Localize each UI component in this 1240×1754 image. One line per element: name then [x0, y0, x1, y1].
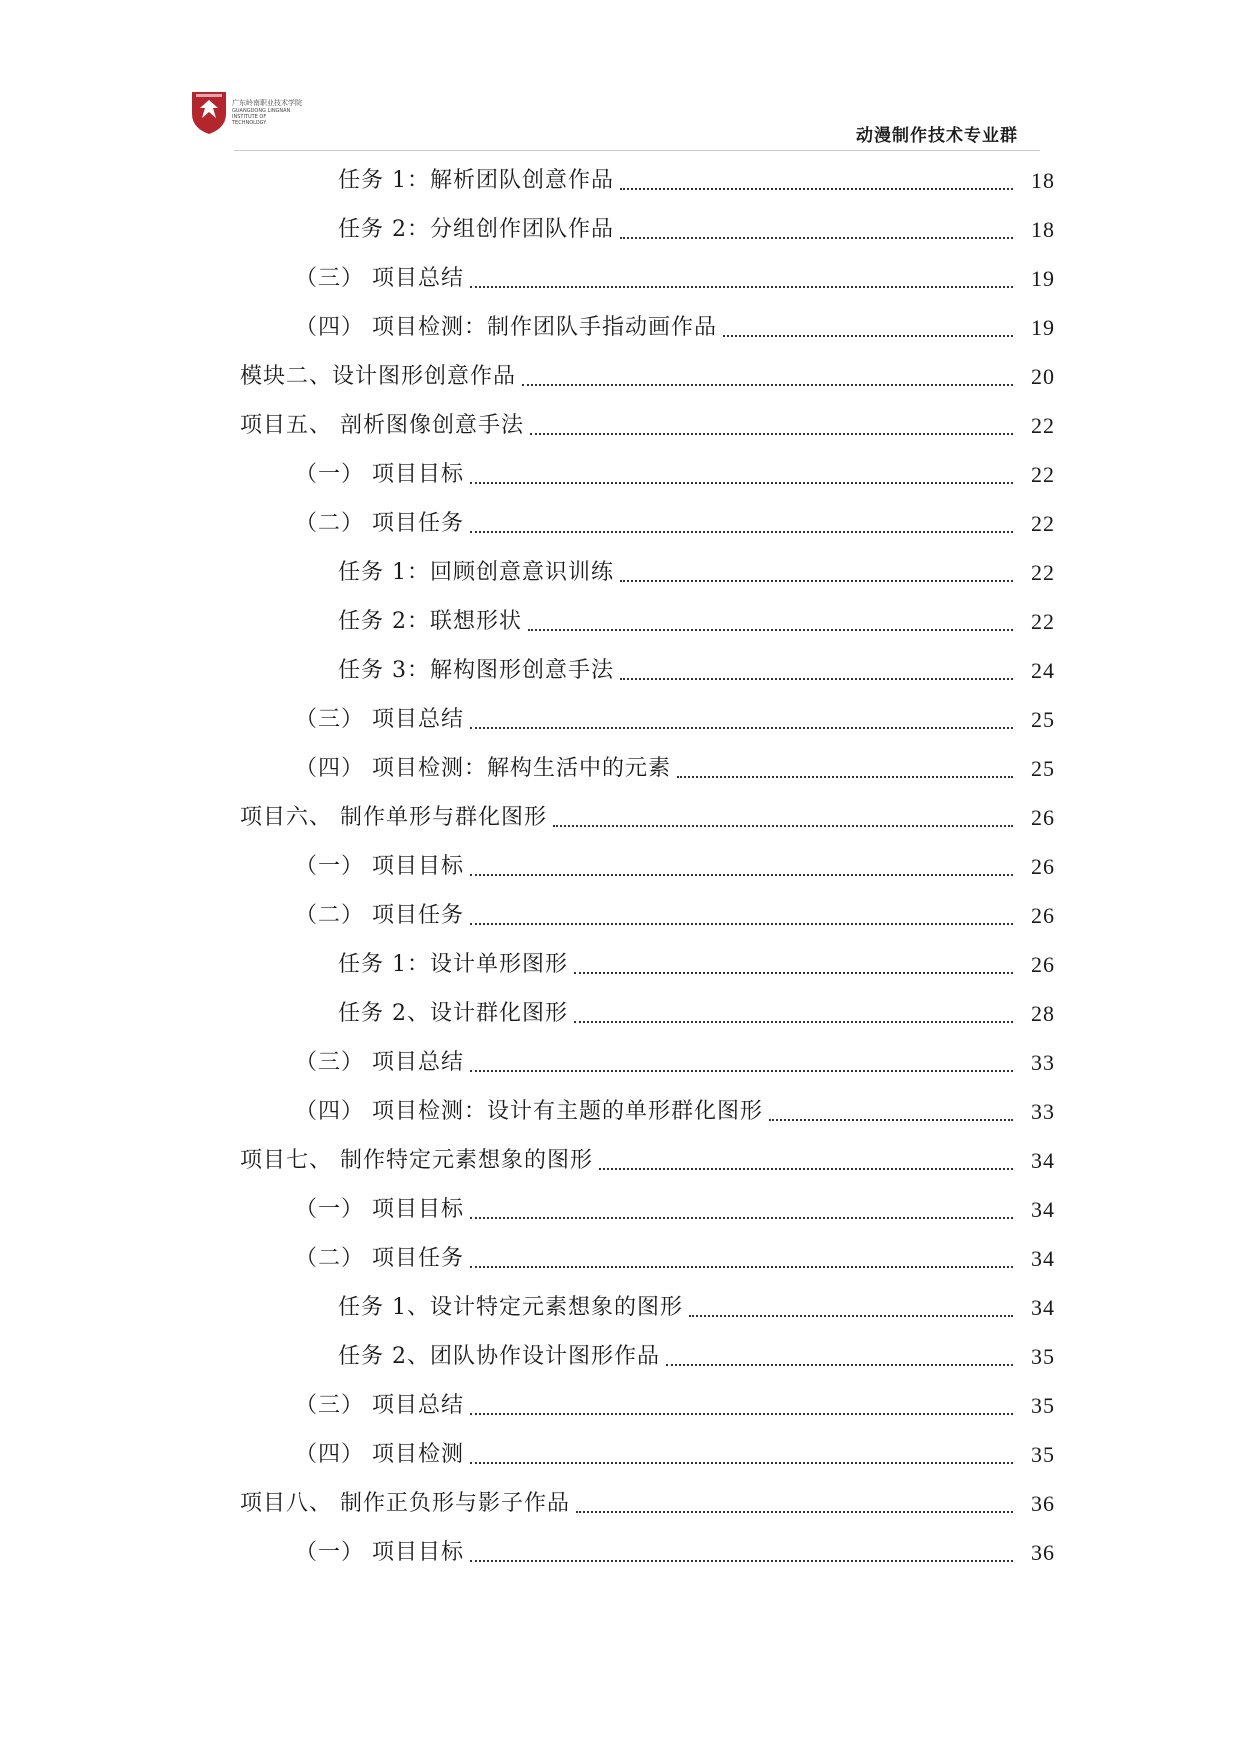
toc-entry[interactable]: [240, 1429, 1055, 1478]
header-title: 动漫制作技术专业群: [856, 126, 1018, 146]
dot-leader: [470, 286, 1013, 288]
toc-entry-page: 26: [1031, 903, 1055, 928]
toc-entry[interactable]: [240, 1380, 1055, 1429]
toc-entry-page: 35: [1031, 1393, 1055, 1418]
toc-entry[interactable]: [240, 1331, 1055, 1380]
toc-entry-title: （二） 项目任务: [295, 903, 464, 928]
toc-entry[interactable]: [240, 645, 1055, 694]
school-name-cn: 广东岭南职业技术学院: [232, 99, 302, 107]
dot-leader: [470, 1413, 1013, 1415]
toc-entry[interactable]: [240, 400, 1055, 449]
toc-entry-title: （二） 项目任务: [295, 511, 464, 536]
toc-entry-title: （四） 项目检测：解构生活中的元素: [295, 756, 671, 781]
toc-entry[interactable]: [240, 547, 1055, 596]
toc-entry-page: 22: [1031, 413, 1055, 438]
dot-leader: [723, 335, 1013, 337]
page-header: [0, 0, 1240, 150]
toc-entry[interactable]: [240, 596, 1055, 645]
toc-entry[interactable]: [240, 253, 1055, 302]
toc-entry-page: 33: [1031, 1050, 1055, 1075]
toc-entry-page: 25: [1031, 707, 1055, 732]
toc-entry-title: 任务 1：解析团队创意作品: [338, 168, 614, 193]
toc-entry-title: 任务 2：分组创作团队作品: [338, 217, 614, 242]
toc-entry-page: 22: [1031, 511, 1055, 536]
toc-entry-title: （一） 项目目标: [295, 462, 464, 487]
toc-entry-page: 25: [1031, 756, 1055, 781]
dot-leader: [677, 776, 1013, 778]
dot-leader: [470, 1266, 1013, 1268]
toc-entry-title: （一） 项目目标: [295, 854, 464, 879]
toc-entry[interactable]: [240, 939, 1055, 988]
toc-entry[interactable]: [240, 1086, 1055, 1135]
school-name-logo-text: [232, 99, 302, 126]
toc-entry-title: （四） 项目检测：设计有主题的单形群化图形: [295, 1099, 763, 1124]
dot-leader: [620, 188, 1013, 190]
toc-entry-title: （一） 项目目标: [295, 1540, 464, 1565]
dot-leader: [470, 1462, 1013, 1464]
toc-entry-title: （二） 项目任务: [295, 1246, 464, 1271]
toc-entry-page: 18: [1031, 217, 1055, 242]
toc-entry-title: 模块二、设计图形创意作品: [240, 364, 517, 389]
table-of-contents: [240, 155, 1055, 1576]
toc-entry-page: 34: [1031, 1295, 1055, 1320]
toc-entry-title: 任务 2、设计群化图形: [338, 1001, 568, 1026]
toc-entry[interactable]: [240, 1233, 1055, 1282]
dot-leader: [689, 1315, 1013, 1317]
dot-leader: [470, 874, 1013, 876]
header-divider: [234, 150, 1040, 151]
toc-entry[interactable]: [240, 988, 1055, 1037]
toc-entry-page: 18: [1031, 168, 1055, 193]
toc-entry[interactable]: [240, 155, 1055, 204]
toc-entry[interactable]: [240, 449, 1055, 498]
dot-leader: [574, 1021, 1013, 1023]
toc-entry-page: 33: [1031, 1099, 1055, 1124]
toc-entry-page: 20: [1031, 364, 1055, 389]
dot-leader: [470, 1217, 1013, 1219]
toc-entry-page: 19: [1031, 266, 1055, 291]
toc-entry-title: （一） 项目目标: [295, 1197, 464, 1222]
dot-leader: [470, 923, 1013, 925]
toc-entry-page: 35: [1031, 1344, 1055, 1369]
toc-entry-title: （三） 项目总结: [295, 707, 464, 732]
dot-leader: [530, 433, 1013, 435]
toc-entry[interactable]: [240, 792, 1055, 841]
school-name-en: GUANGDONG LINGNAN INSTITUTE OF TECHNOLOGY: [232, 108, 291, 126]
toc-entry-page: 24: [1031, 658, 1055, 683]
dot-leader: [470, 482, 1013, 484]
dot-leader: [620, 580, 1013, 582]
toc-entry[interactable]: [240, 743, 1055, 792]
toc-entry[interactable]: [240, 1135, 1055, 1184]
toc-entry[interactable]: [240, 498, 1055, 547]
dot-leader: [620, 678, 1013, 680]
dot-leader: [470, 1070, 1013, 1072]
toc-entry-page: 36: [1031, 1540, 1055, 1565]
toc-entry[interactable]: [240, 1478, 1055, 1527]
toc-entry-title: （四） 项目检测：制作团队手指动画作品: [295, 315, 717, 340]
toc-entry[interactable]: [240, 351, 1055, 400]
toc-entry-title: 项目七、 制作特定元素想象的图形: [240, 1148, 593, 1173]
toc-entry-title: 项目八、 制作正负形与影子作品: [240, 1491, 570, 1516]
dot-leader: [666, 1364, 1013, 1366]
dot-leader: [769, 1119, 1013, 1121]
toc-entry-title: 项目五、 剖析图像创意手法: [240, 413, 524, 438]
toc-entry-page: 28: [1031, 1001, 1055, 1026]
toc-entry[interactable]: [240, 204, 1055, 253]
toc-entry-page: 22: [1031, 462, 1055, 487]
toc-entry[interactable]: [240, 841, 1055, 890]
dot-leader: [470, 531, 1013, 533]
toc-entry-page: 34: [1031, 1246, 1055, 1271]
toc-entry-title: 项目六、 制作单形与群化图形: [240, 805, 547, 830]
dot-leader: [528, 629, 1013, 631]
toc-entry-page: 26: [1031, 952, 1055, 977]
dot-leader: [553, 825, 1013, 827]
toc-entry[interactable]: [240, 1527, 1055, 1576]
dot-leader: [522, 384, 1013, 386]
toc-entry-page: 36: [1031, 1491, 1055, 1516]
toc-entry[interactable]: [240, 890, 1055, 939]
toc-entry-page: 34: [1031, 1197, 1055, 1222]
toc-entry-title: 任务 1：回顾创意意识训练: [338, 560, 614, 585]
toc-entry-page: 19: [1031, 315, 1055, 340]
dot-leader: [574, 972, 1013, 974]
toc-entry-page: 22: [1031, 560, 1055, 585]
toc-entry-page: 26: [1031, 805, 1055, 830]
toc-entry-title: 任务 1：设计单形图形: [338, 952, 568, 977]
toc-entry-page: 35: [1031, 1442, 1055, 1467]
toc-entry[interactable]: [240, 302, 1055, 351]
toc-entry-page: 22: [1031, 609, 1055, 634]
dot-leader: [576, 1511, 1013, 1513]
toc-entry-title: （三） 项目总结: [295, 1050, 464, 1075]
dot-leader: [470, 1560, 1013, 1562]
toc-entry-page: 26: [1031, 854, 1055, 879]
toc-entry-title: （三） 项目总结: [295, 1393, 464, 1418]
toc-entry[interactable]: [240, 694, 1055, 743]
dot-leader: [470, 727, 1013, 729]
dot-leader: [599, 1168, 1013, 1170]
toc-entry[interactable]: [240, 1184, 1055, 1233]
dot-leader: [620, 237, 1013, 239]
toc-entry-title: 任务 2：联想形状: [338, 609, 522, 634]
toc-entry-page: 34: [1031, 1148, 1055, 1173]
toc-entry-title: （三） 项目总结: [295, 266, 464, 291]
toc-entry[interactable]: [240, 1037, 1055, 1086]
toc-entry[interactable]: [240, 1282, 1055, 1331]
toc-entry-title: 任务 1、设计特定元素想象的图形: [338, 1295, 683, 1320]
toc-entry-title: 任务 2、团队协作设计图形作品: [338, 1344, 660, 1369]
toc-entry-title: 任务 3：解构图形创意手法: [338, 658, 614, 683]
toc-entry-title: （四） 项目检测: [295, 1442, 464, 1467]
